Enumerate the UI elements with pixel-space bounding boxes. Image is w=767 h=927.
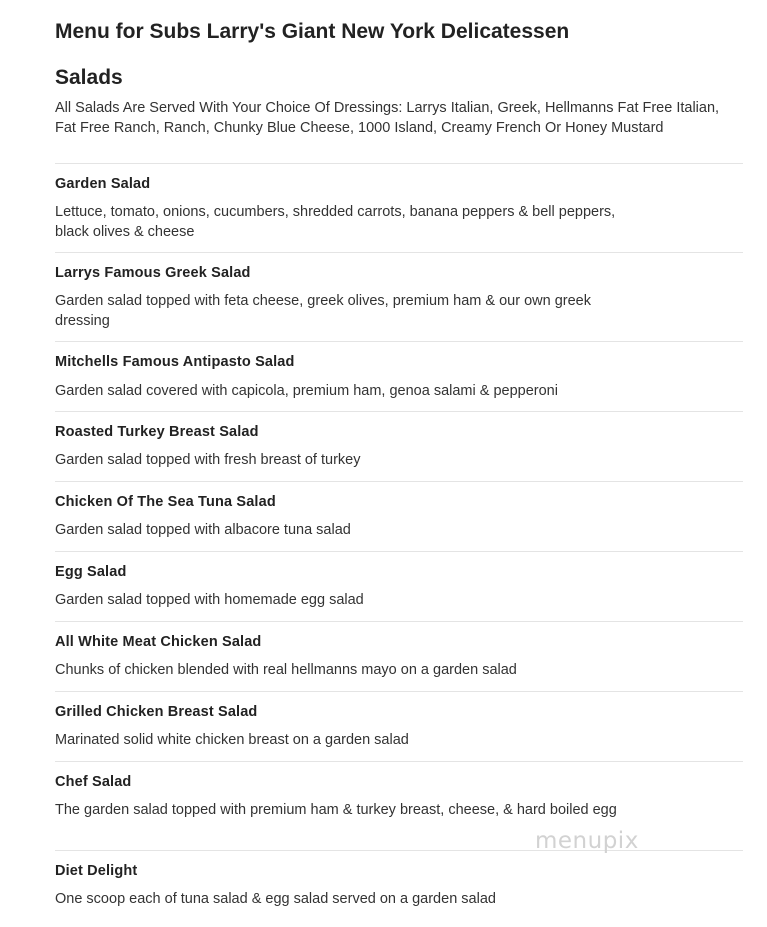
menu-item	[55, 551, 743, 622]
menu-item	[55, 163, 743, 253]
menu-item-name: Garden Salad	[55, 176, 151, 192]
menu-item	[55, 850, 743, 921]
menu-item-name: Roasted Turkey Breast Salad	[55, 424, 259, 440]
menu-item-name: Mitchells Famous Antipasto Salad	[55, 354, 295, 370]
menu-item	[55, 761, 743, 851]
menu-item-name: Diet Delight	[55, 863, 138, 879]
menu-item-name: Chef Salad	[55, 774, 132, 790]
menu-item	[55, 341, 743, 412]
menu-item-description: Chunks of chicken blended with real hellmanns mayo on a garden salad	[55, 662, 517, 678]
menu-item-name: Egg Salad	[55, 564, 127, 580]
menu-item	[55, 691, 743, 762]
menu-item	[55, 411, 743, 482]
menu-item	[55, 621, 743, 692]
section-description: All Salads Are Served With Your Choice Of Dressings: Larrys Italian, Greek, Hellmanns Fat Free Italian, Fat Free Ranch, Ranch, Chunky Blue Cheese, 1000 Island, Creamy French Or Honey Mustard	[55, 100, 720, 136]
menu-item-description: Garden salad topped with albacore tuna salad	[55, 522, 351, 538]
menu-item-name: Larrys Famous Greek Salad	[55, 265, 251, 281]
menu-item-name: Grilled Chicken Breast Salad	[55, 704, 258, 720]
menu-item-description: Garden salad topped with homemade egg salad	[55, 592, 364, 608]
menu-item-description: Lettuce, tomato, onions, cucumbers, shredded carrots, banana peppers & bell peppers, black olives & cheese	[55, 204, 616, 240]
menu-item-description: One scoop each of tuna salad & egg salad served on a garden salad	[55, 891, 496, 907]
page-title: Menu for Subs Larry's Giant New York Delicatessen	[55, 20, 570, 43]
menu-item-description: The garden salad topped with premium ham & turkey breast, cheese, & hard boiled egg	[55, 802, 617, 818]
menu-item-description: Garden salad covered with capicola, premium ham, genoa salami & pepperoni	[55, 383, 558, 399]
menu-item	[55, 252, 743, 342]
watermark-logo: menupix	[535, 828, 639, 854]
menu-item-description: Marinated solid white chicken breast on a garden salad	[55, 732, 409, 748]
menu-item-description: Garden salad topped with fresh breast of turkey	[55, 452, 361, 468]
menu-item-description: Garden salad topped with feta cheese, greek olives, premium ham & our own greek dressing	[55, 293, 591, 329]
menu-item	[55, 481, 743, 552]
menu-item-name: Chicken Of The Sea Tuna Salad	[55, 494, 276, 510]
menu-item-name: All White Meat Chicken Salad	[55, 634, 262, 650]
section-title: Salads	[55, 66, 123, 89]
